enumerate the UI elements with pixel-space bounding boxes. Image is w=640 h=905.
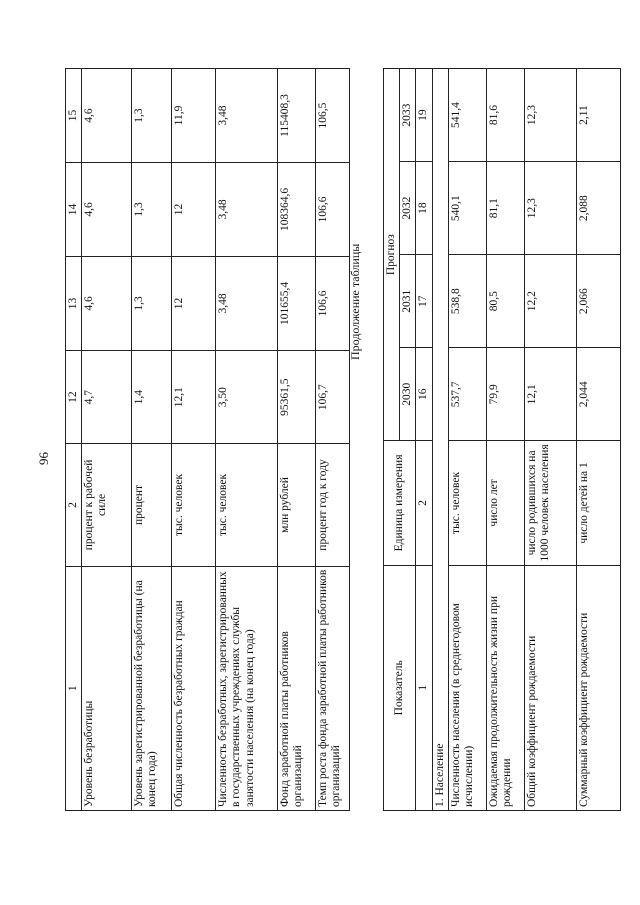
page-number: 96 (36, 452, 51, 465)
unit-cell: число детей на 1 (576, 441, 620, 565)
value-cell: 2,066 (576, 255, 620, 348)
header-unit: Единица измерения (384, 441, 416, 565)
value-cell: 3,48 (216, 256, 278, 350)
value-cell: 12,1 (524, 348, 576, 441)
continuation-label: Продолжение таблицы (348, 243, 362, 360)
value-cell: 1,4 (132, 350, 172, 443)
header-cell: 14 (66, 162, 82, 256)
colnum-cell: 1 (416, 565, 432, 810)
indicator-cell: Общая численность безработных граждан (172, 566, 216, 810)
indicator-cell: Ожидаемая продолжительность жизни при рождении (486, 565, 524, 810)
value-cell: 12,1 (172, 350, 216, 443)
value-cell: 12 (172, 256, 216, 350)
value-cell: 115408,3 (278, 69, 316, 163)
year-cell: 2030 (400, 348, 416, 441)
header-cell: 13 (66, 256, 82, 350)
indicator-cell: Уровень зарегистрированной безработицы (на конец года) (132, 566, 172, 810)
colnum-cell: 17 (416, 255, 432, 348)
table-row (172, 69, 216, 811)
value-cell: 537,7 (448, 348, 486, 441)
value-cell: 4,7 (82, 350, 132, 443)
colnum-cell: 2 (416, 441, 432, 565)
unit-cell: процент (132, 444, 172, 566)
header-cell: 2 (66, 444, 82, 566)
unit-cell: число лет (486, 441, 524, 565)
value-cell: 2,11 (576, 69, 620, 162)
unit-cell: тыс. человек (172, 444, 216, 566)
indicator-cell: Численность безработных, зарегистрированных в государственных учреждениях службы занятости населения (на конец года) (216, 566, 278, 810)
year-cell: 2032 (400, 162, 416, 255)
indicator-cell: Темп роста фонда заработной платы работников организаций (316, 566, 350, 810)
table-row (448, 69, 486, 811)
header-cell: 15 (66, 69, 82, 163)
table-row (216, 69, 278, 811)
value-cell: 3,50 (216, 350, 278, 443)
value-cell: 12,2 (524, 255, 576, 348)
table-1 (65, 68, 350, 811)
value-cell: 95361,5 (278, 350, 316, 443)
indicator-cell: Суммарный коэффициент рождаемости (576, 565, 620, 810)
colnum-cell: 19 (416, 69, 432, 162)
value-cell: 3,48 (216, 162, 278, 256)
value-cell: 101655,4 (278, 256, 316, 350)
header-cell: 1 (66, 566, 82, 810)
value-cell: 541,4 (448, 69, 486, 162)
table-row (278, 69, 316, 811)
value-cell: 2,088 (576, 162, 620, 255)
value-cell: 81,6 (486, 69, 524, 162)
value-cell: 106,5 (316, 69, 350, 163)
unit-cell: процент год к году (316, 444, 350, 566)
value-cell: 4,6 (82, 256, 132, 350)
value-cell: 80,5 (486, 255, 524, 348)
unit-cell: млн рублей (278, 444, 316, 566)
value-cell: 2,044 (576, 348, 620, 441)
year-cell: 2031 (400, 255, 416, 348)
colnum-cell: 18 (416, 162, 432, 255)
indicator-cell: Общий коэффициент рождаемости (524, 565, 576, 810)
value-cell: 106,6 (316, 162, 350, 256)
unit-cell: тыс. человек (448, 441, 486, 565)
value-cell: 79,9 (486, 348, 524, 441)
indicator-cell: Фонд заработной платы работников организаций (278, 566, 316, 810)
value-cell: 11,9 (172, 69, 216, 163)
value-cell: 12 (172, 162, 216, 256)
table-row (576, 69, 620, 811)
value-cell: 108364,6 (278, 162, 316, 256)
table-row (82, 69, 132, 811)
unit-cell: процент к рабочей силе (82, 444, 132, 566)
value-cell: 81,1 (486, 162, 524, 255)
table-2-colnum-row (416, 69, 432, 811)
table-row (316, 69, 350, 811)
header-cell: 12 (66, 350, 82, 443)
value-cell: 3,48 (216, 69, 278, 163)
section-row (432, 69, 448, 811)
value-cell: 4,6 (82, 69, 132, 163)
colnum-cell: 16 (416, 348, 432, 441)
table-row (524, 69, 576, 811)
table-row (132, 69, 172, 811)
value-cell: 1,3 (132, 162, 172, 256)
value-cell: 12,3 (524, 162, 576, 255)
header-forecast: Прогноз (384, 69, 400, 441)
table-2-header-row (384, 69, 400, 811)
year-cell: 2033 (400, 69, 416, 162)
value-cell: 4,6 (82, 162, 132, 256)
table-1-header-row (66, 69, 82, 811)
unit-cell: число родившихся на 1000 человек населения (524, 441, 576, 565)
header-indicator: Показатель (384, 565, 416, 810)
indicator-cell: Численность населения (в среднегодовом исчислении) (448, 565, 486, 810)
value-cell: 540,1 (448, 162, 486, 255)
table-row (486, 69, 524, 811)
value-cell: 12,3 (524, 69, 576, 162)
indicator-cell: Уровень безработицы (82, 566, 132, 810)
unit-cell: тыс. человек (216, 444, 278, 566)
table-2 (383, 68, 621, 811)
section-title: 1. Население (432, 69, 448, 811)
value-cell: 106,6 (316, 256, 350, 350)
value-cell: 1,3 (132, 256, 172, 350)
value-cell: 106,7 (316, 350, 350, 443)
value-cell: 538,8 (448, 255, 486, 348)
value-cell: 1,3 (132, 69, 172, 163)
